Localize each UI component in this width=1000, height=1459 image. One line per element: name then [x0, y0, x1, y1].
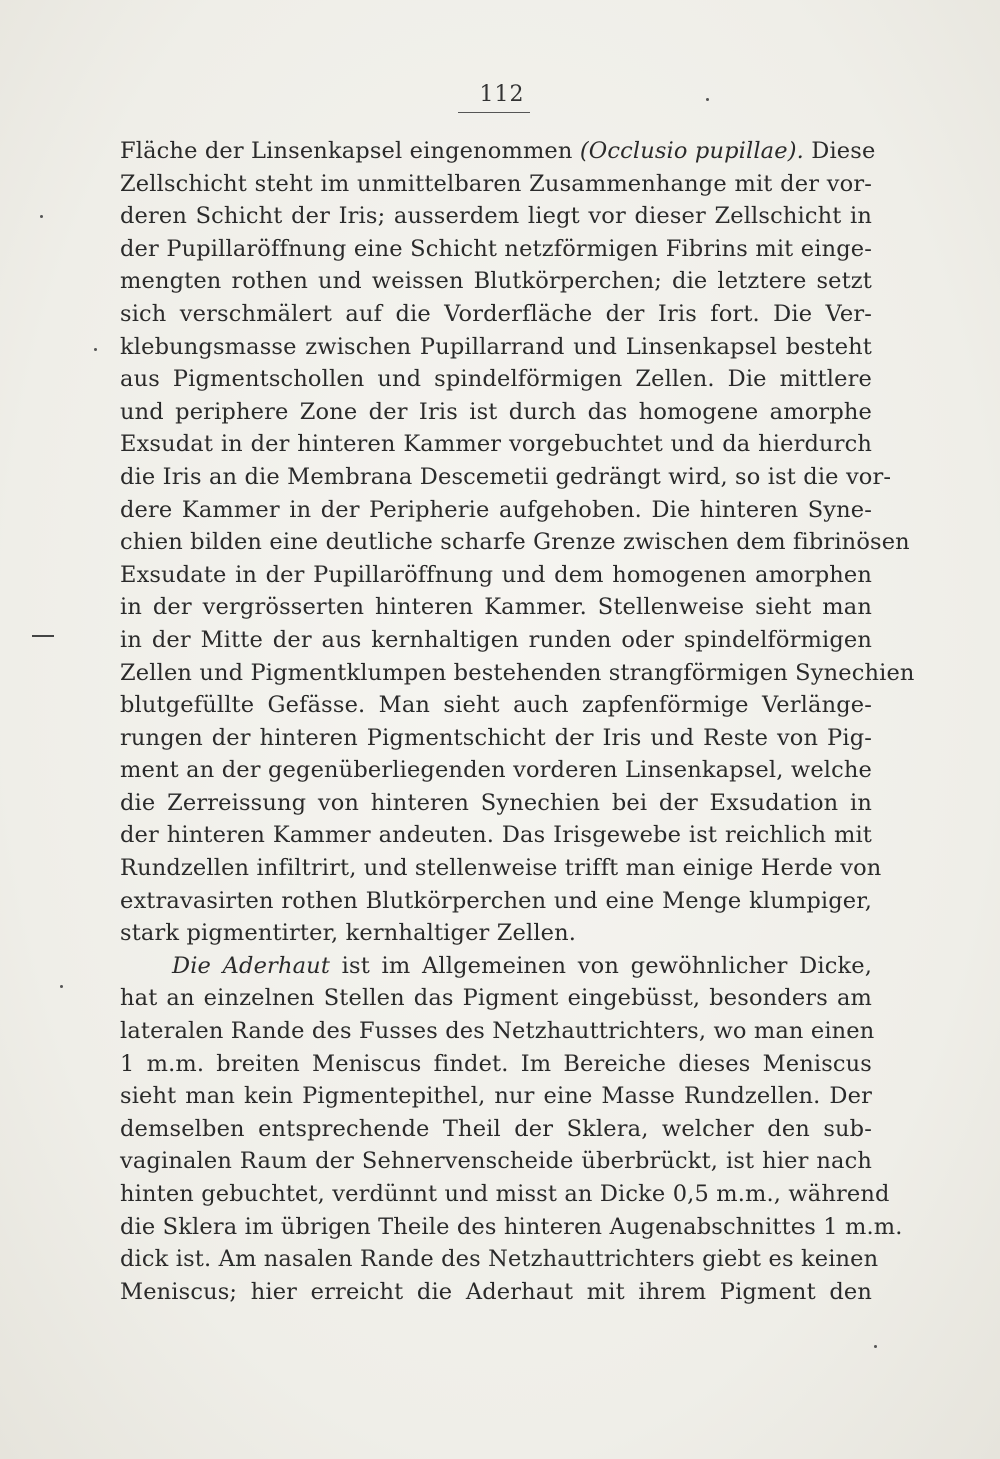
text-line: aus Pigmentschollen und spindelförmigen Zellen. Die mittlere	[120, 366, 872, 393]
text-line: in der vergrösserten hinteren Kammer. Stellenweise sieht man	[120, 594, 872, 621]
text-line: in der Mitte der aus kernhaltigen runden oder spindelförmigen	[120, 626, 872, 653]
text-line: hat an einzelnen Stellen das Pigment eingebüsst, besonders am	[120, 985, 872, 1012]
text-line: mengten rothen und weissen Blutkörperchen; die letztere setzt	[120, 268, 872, 295]
ink-speck	[706, 98, 709, 101]
text-line: die Zerreissung von hinteren Synechien bei der Exsudation in	[120, 789, 872, 816]
text-line: die Iris an die Membrana Descemetii gedrängt wird, so ist die vor-	[120, 463, 892, 490]
text-line: chien bilden eine deutliche scharfe Grenze zwischen dem fibrinösen	[120, 529, 910, 556]
text-line: rungen der hinteren Pigmentschicht der Iris und Reste von Pig-	[120, 724, 872, 751]
page-number: 112	[479, 82, 525, 107]
text-line: Meniscus; hier erreicht die Aderhaut mit ihrem Pigment den	[120, 1278, 872, 1305]
text-line: vaginalen Raum der Sehnervenscheide überbrückt, ist hier nach	[120, 1148, 872, 1175]
text-line: Zellschicht steht im unmittelbaren Zusammenhange mit der vor-	[120, 170, 872, 197]
ink-speck	[94, 348, 97, 351]
text-run: ist im Allgemeinen von gewöhnlicher Dicke,	[330, 952, 872, 979]
text-line: und periphere Zone der Iris ist durch das homogene amorphe	[120, 398, 872, 425]
text-line: sich verschmälert auf die Vorderfläche der Iris fort. Die Ver-	[120, 300, 872, 327]
ink-speck	[60, 985, 63, 988]
text-line: demselben entsprechende Theil der Sklera, welcher den sub-	[120, 1115, 872, 1142]
text-line: Exsudat in der hinteren Kammer vorgebuchtet und da hierdurch	[120, 431, 872, 458]
text-line: der Pupillaröffnung eine Schicht netzförmigen Fibrins mit einge-	[120, 235, 872, 262]
text-run: Fläche der Linsenkapsel eingenommen	[120, 138, 580, 164]
page-number-rule	[458, 112, 530, 113]
ink-speck	[40, 215, 43, 218]
text-line: 1 m.m. breiten Meniscus findet. Im Bereiche dieses Meniscus	[120, 1050, 872, 1077]
italic-run: (Occlusio pupillae).	[579, 138, 804, 164]
text-line: Zellen und Pigmentklumpen bestehenden strangförmigen Synechien	[120, 659, 915, 686]
text-run: Diese	[803, 138, 876, 164]
text-line: hinten gebuchtet, verdünnt und misst an Dicke 0,5 m.m., während	[120, 1181, 890, 1207]
text-line: extravasirten rothen Blutkörperchen und eine Menge klumpiger,	[120, 887, 872, 914]
margin-mark	[32, 635, 54, 637]
text-line: der hinteren Kammer andeuten. Das Irisgewebe ist reichlich mit	[120, 822, 872, 849]
text-line: stark pigmentirter, kernhaltiger Zellen.	[120, 920, 577, 947]
italic-run: Die Aderhaut	[172, 952, 331, 979]
ink-speck	[874, 1345, 877, 1348]
text-line: sieht man kein Pigmentepithel, nur eine Masse Rundzellen. Der	[120, 1083, 872, 1110]
text-line: blutgefüllte Gefässe. Man sieht auch zapfenförmige Verlänge-	[120, 692, 872, 719]
text-line: Exsudate in der Pupillaröffnung und dem homogenen amorphen	[120, 561, 872, 588]
text-line: Rundzellen infiltrirt, und stellenweise trifft man einige Herde von	[120, 855, 882, 882]
text-line: dick ist. Am nasalen Rande des Netzhauttrichters giebt es keinen	[120, 1246, 879, 1273]
body-text	[120, 135, 915, 1308]
text-line: klebungsmasse zwischen Pupillarrand und Linsenkapsel besteht	[120, 333, 872, 360]
text-line: die Sklera im übrigen Theile des hinteren Augenabschnittes 1 m.m.	[120, 1213, 903, 1240]
text-line: lateralen Rande des Fusses des Netzhauttrichters, wo man einen	[120, 1018, 875, 1045]
paragraph-start-line	[120, 950, 872, 983]
text-line: ment an der gegenüberliegenden vorderen Linsenkapsel, welche	[120, 757, 872, 784]
text-line: dere Kammer in der Peripherie aufgehoben. Die hinteren Syne-	[120, 496, 872, 523]
text-line: deren Schicht der Iris; ausserdem liegt vor dieser Zellschicht in	[120, 203, 872, 230]
text-line	[120, 135, 876, 168]
